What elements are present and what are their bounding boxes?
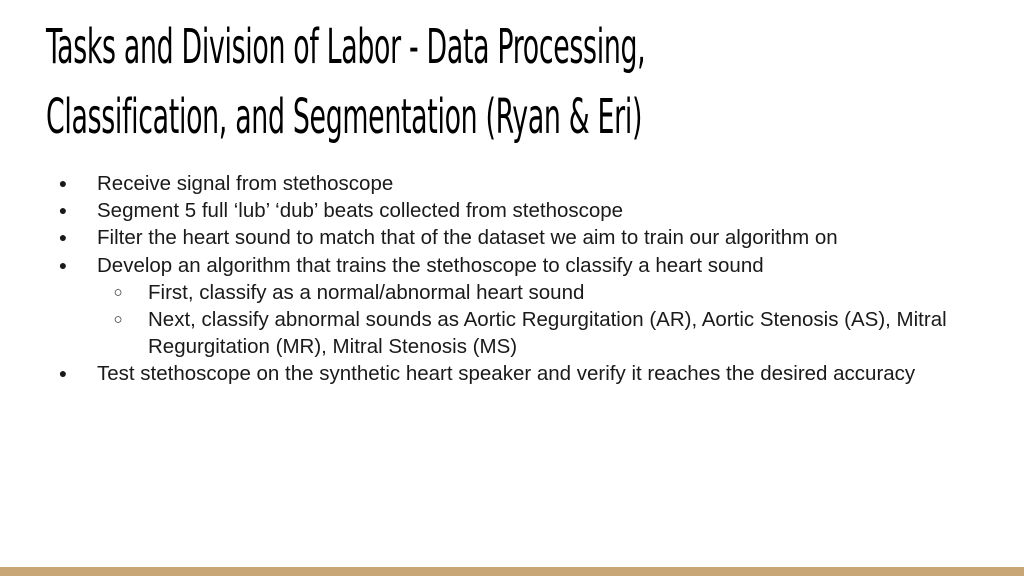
bullet-marker: ● [58, 365, 68, 382]
bullet-marker: ● [58, 175, 68, 191]
bullet-item [56, 224, 1006, 251]
slide-title-line-2: Classification, and Segmentation (Ryan & Eri) [46, 89, 643, 145]
bullet-item [56, 360, 1006, 387]
bullet-text: Test stethoscope on the synthetic heart speaker and verify it reaches the desired accuracy [97, 362, 916, 386]
bullet-marker: ● [58, 229, 68, 246]
bullet-list [56, 170, 1006, 388]
sub-bullet-item [97, 279, 1006, 306]
bullet-marker: ● [58, 202, 68, 219]
bullet-text: Filter the heart sound to match that of the dataset we aim to train our algorithm on [97, 226, 838, 250]
bullet-text: Receive signal from stethoscope [97, 172, 394, 195]
sub-bullet-text: First, classify as a normal/abnormal heart sound [148, 280, 585, 304]
slide-title-line-1: Tasks and Division of Labor - Data Processing, [46, 19, 646, 75]
bullet-item [56, 170, 1006, 197]
footer-accent-bar [0, 567, 1024, 576]
sub-bullet-list [97, 279, 1006, 361]
sub-bullet-marker: ○ [113, 283, 123, 301]
sub-bullet-item [97, 306, 1006, 360]
sub-bullet-marker: ○ [113, 311, 123, 329]
bullet-text: Develop an algorithm that trains the stethoscope to classify a heart sound [97, 253, 764, 277]
slide-title [46, 12, 1001, 152]
sub-bullet-text: Next, classify abnormal sounds as Aortic Regurgitation (AR), Aortic Stenosis (AS), Mitral Regurgitation (MR), Mitral Stenosis (MS) [148, 308, 947, 359]
bullet-item [56, 252, 1006, 361]
bullet-item [56, 197, 1006, 224]
bullet-marker: ● [58, 256, 68, 273]
bullet-text: Segment 5 full ‘lub’ ‘dub’ beats collected from stethoscope [97, 199, 624, 223]
